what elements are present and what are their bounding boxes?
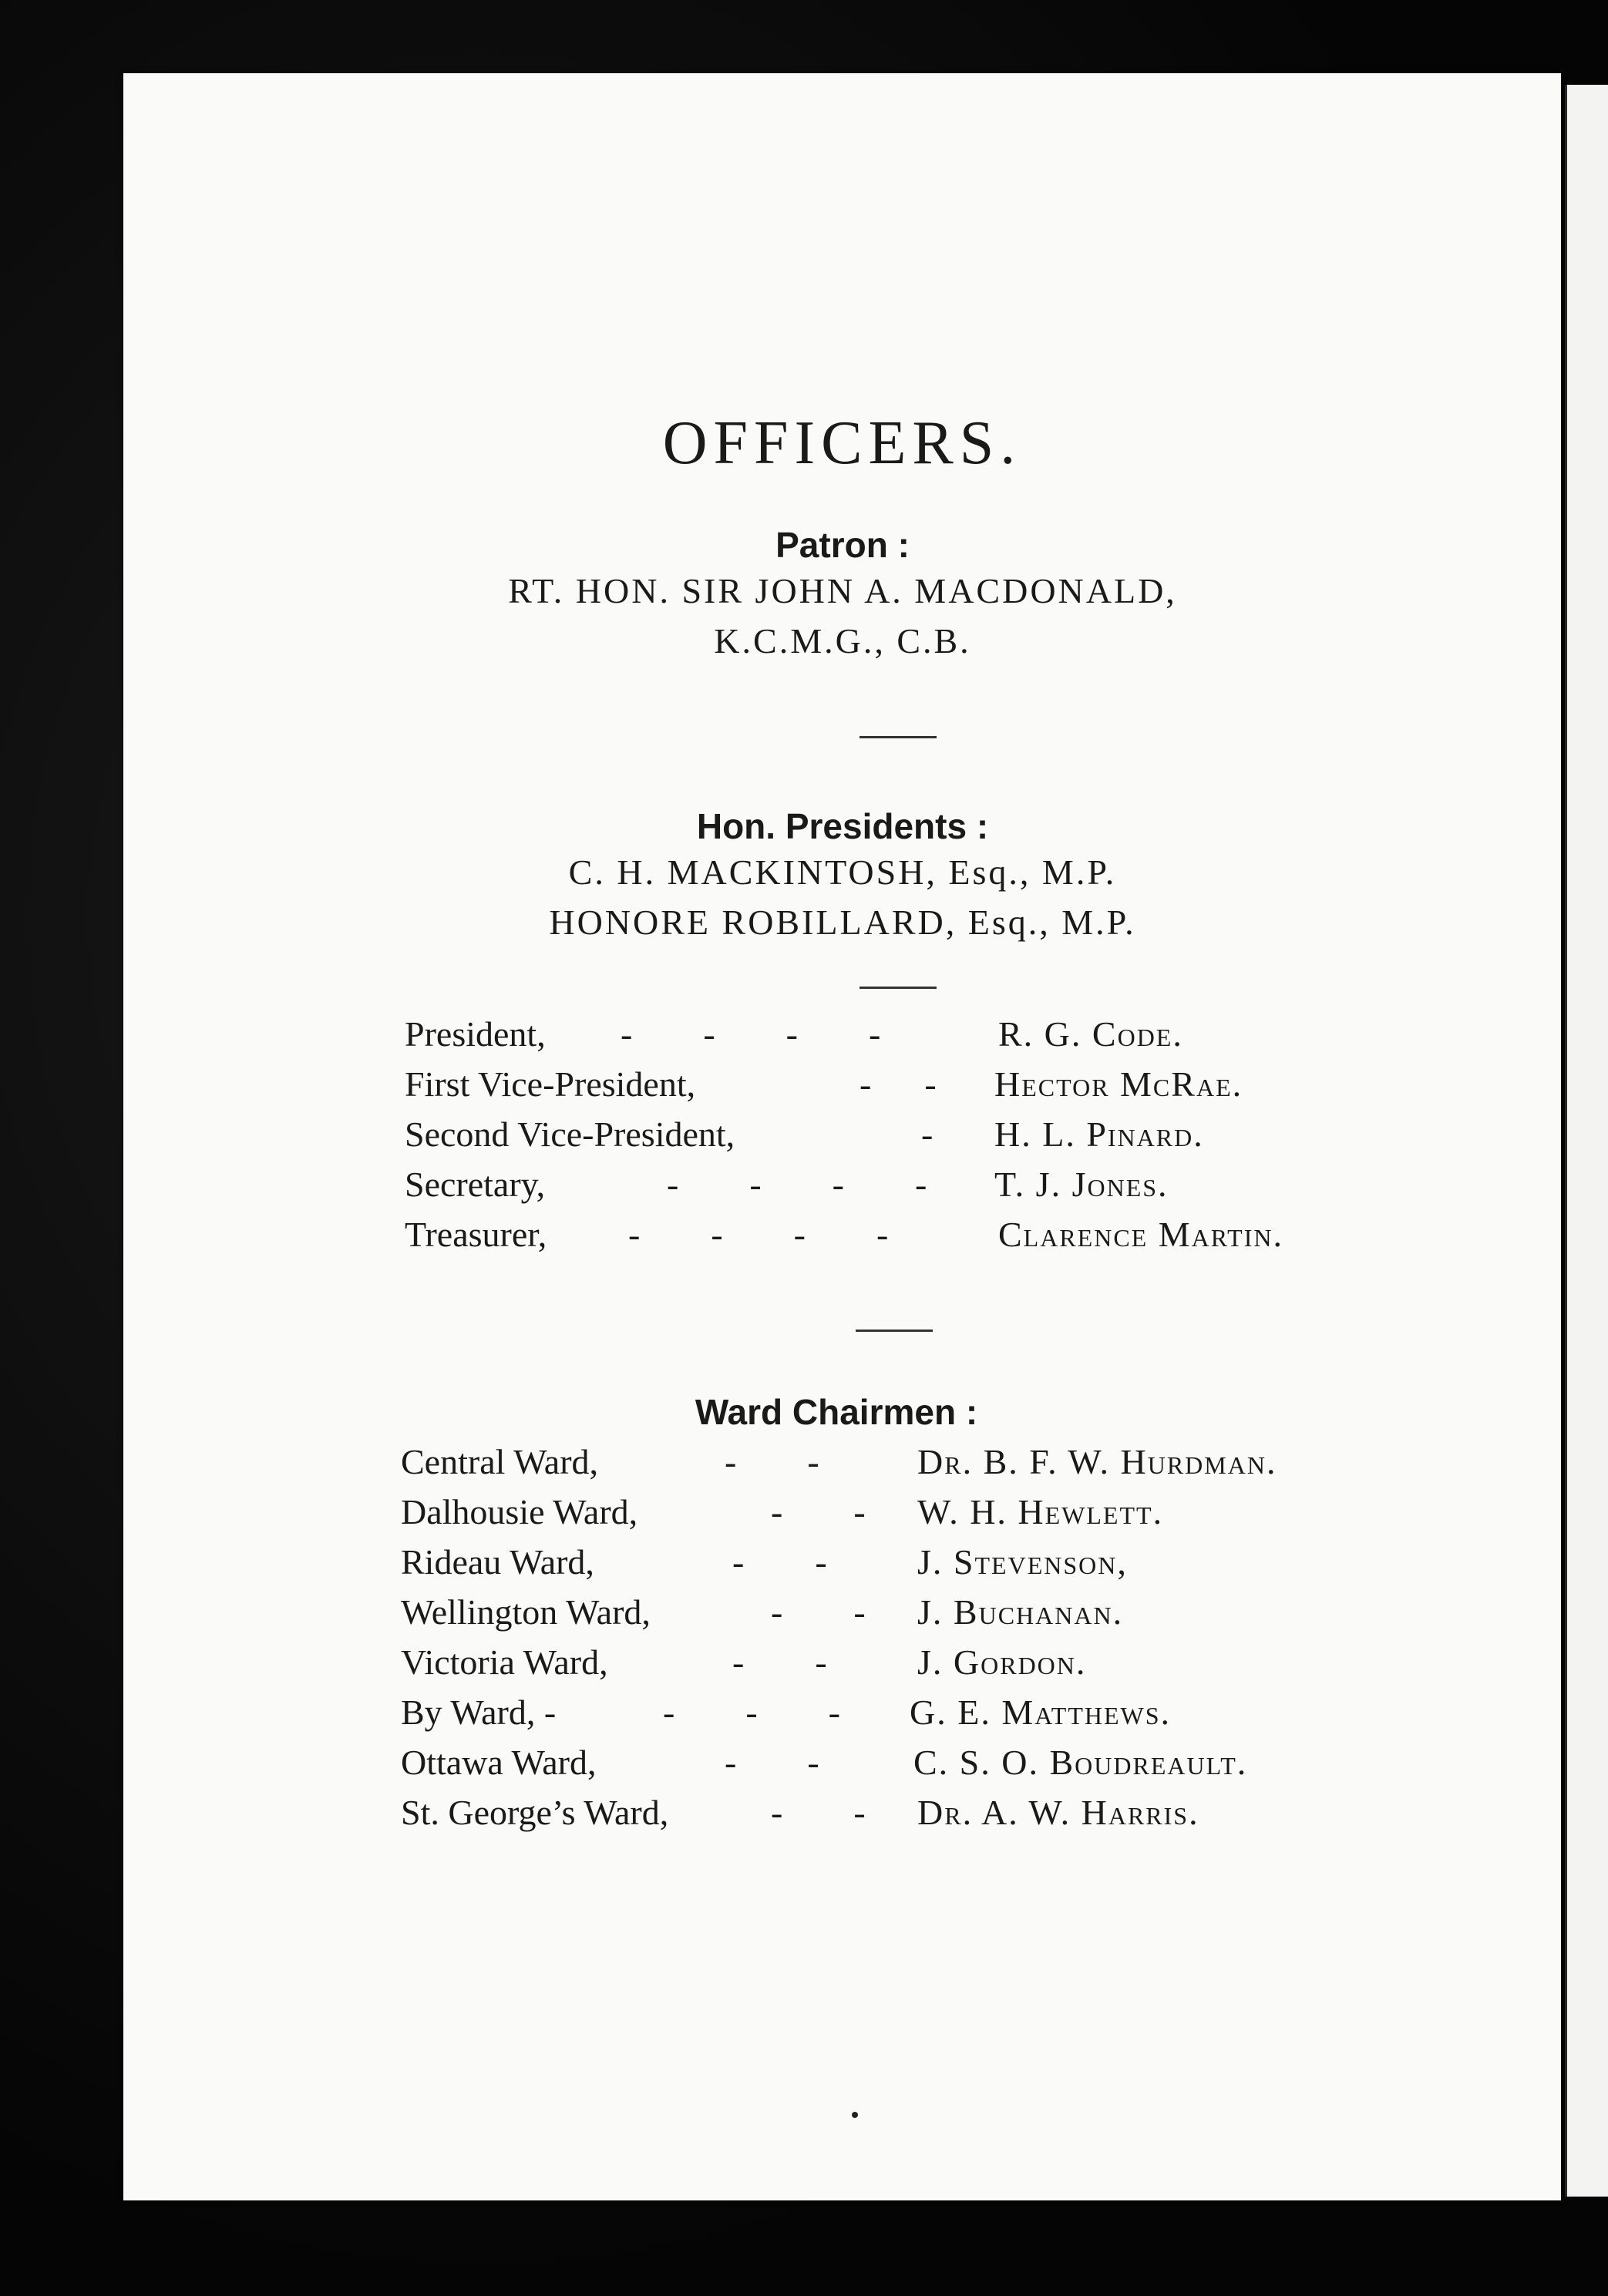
officer-dashes: - xyxy=(921,1114,934,1154)
ward-dashes: - - xyxy=(725,1743,819,1782)
officer-name: Hector McRae. xyxy=(994,1064,1243,1104)
page-title: OFFICERS. xyxy=(662,409,1022,477)
ward-name: By Ward, - xyxy=(401,1693,557,1732)
hon-president-line-2: HONORE ROBILLARD, Esq., M.P. xyxy=(549,903,1136,942)
divider-rule-2 xyxy=(860,987,937,989)
officer-role: Second Vice-President, xyxy=(405,1114,735,1154)
ward-name: Wellington Ward, xyxy=(401,1592,651,1632)
ward-chairman: J. Gordon. xyxy=(917,1642,1087,1682)
ward-chairman: Dr. A. W. Harris. xyxy=(917,1793,1199,1832)
ward-chairman: Dr. B. F. W. Hurdman. xyxy=(917,1442,1277,1481)
patron-line-1: RT. HON. SIR JOHN A. MACDONALD, xyxy=(508,571,1177,610)
ward-dashes: - - xyxy=(771,1592,866,1632)
officer-row xyxy=(405,1064,1484,1110)
ward-name: Rideau Ward, xyxy=(401,1542,594,1582)
ward-row xyxy=(401,1592,1519,1638)
facing-page-edge xyxy=(1565,85,1608,2197)
ward-dashes: - - xyxy=(732,1642,827,1682)
officer-dashes: - - xyxy=(860,1064,937,1104)
ward-chairman: C. S. O. Boudreault. xyxy=(913,1743,1248,1782)
ward-chairman: G. E. Matthews. xyxy=(910,1693,1172,1732)
ward-dashes: - - xyxy=(732,1542,827,1582)
officer-name: T. J. Jones. xyxy=(994,1165,1169,1204)
ward-chairman: W. H. Hewlett. xyxy=(917,1492,1164,1531)
ward-row xyxy=(401,1541,1519,1588)
ward-dashes: - - - xyxy=(663,1693,840,1732)
officer-name: H. L. Pinard. xyxy=(994,1114,1204,1154)
ward-chairman: J. Buchanan. xyxy=(917,1592,1124,1632)
divider-rule-3 xyxy=(856,1330,933,1332)
ink-speck xyxy=(852,2112,858,2118)
officer-role: Treasurer, xyxy=(405,1215,547,1254)
ward-name: St. George’s Ward, xyxy=(401,1793,669,1832)
ward-name: Victoria Ward, xyxy=(401,1642,608,1682)
ward-row xyxy=(401,1642,1519,1688)
patron-heading: Patron : xyxy=(775,525,910,565)
officer-row xyxy=(405,1014,1484,1060)
officer-dashes: - - - - xyxy=(667,1165,927,1204)
ward-dashes: - - xyxy=(771,1492,866,1531)
ward-dashes: - - xyxy=(725,1442,819,1481)
ward-row xyxy=(401,1792,1519,1838)
divider-rule-1 xyxy=(860,736,937,738)
ward-row xyxy=(401,1491,1519,1538)
officer-name: R. G. Code. xyxy=(998,1014,1183,1054)
ward-chairmen-heading: Ward Chairmen : xyxy=(695,1392,978,1432)
officer-role: First Vice-President, xyxy=(405,1064,696,1104)
patron-line-2: K.C.M.G., C.B. xyxy=(714,621,971,661)
officer-row xyxy=(405,1164,1484,1210)
ward-chairman: J. Stevenson, xyxy=(917,1542,1128,1582)
document-page xyxy=(123,73,1561,2200)
officer-role: President, xyxy=(405,1014,546,1054)
ward-row xyxy=(401,1742,1519,1788)
ward-name: Dalhousie Ward, xyxy=(401,1492,638,1531)
officer-dashes: - - - - xyxy=(621,1014,881,1054)
ward-row xyxy=(401,1692,1519,1738)
officer-dashes: - - - - xyxy=(628,1215,889,1254)
officer-name: Clarence Martin. xyxy=(998,1215,1283,1254)
officer-role: Secretary, xyxy=(405,1165,546,1204)
officer-row xyxy=(405,1114,1484,1160)
ward-row xyxy=(401,1441,1519,1488)
ward-dashes: - - xyxy=(771,1793,866,1832)
ward-name: Ottawa Ward, xyxy=(401,1743,597,1782)
hon-president-line-1: C. H. MACKINTOSH, Esq., M.P. xyxy=(568,852,1117,892)
hon-presidents-heading: Hon. Presidents : xyxy=(696,806,989,846)
officer-row xyxy=(405,1214,1484,1260)
ward-name: Central Ward, xyxy=(401,1442,599,1481)
